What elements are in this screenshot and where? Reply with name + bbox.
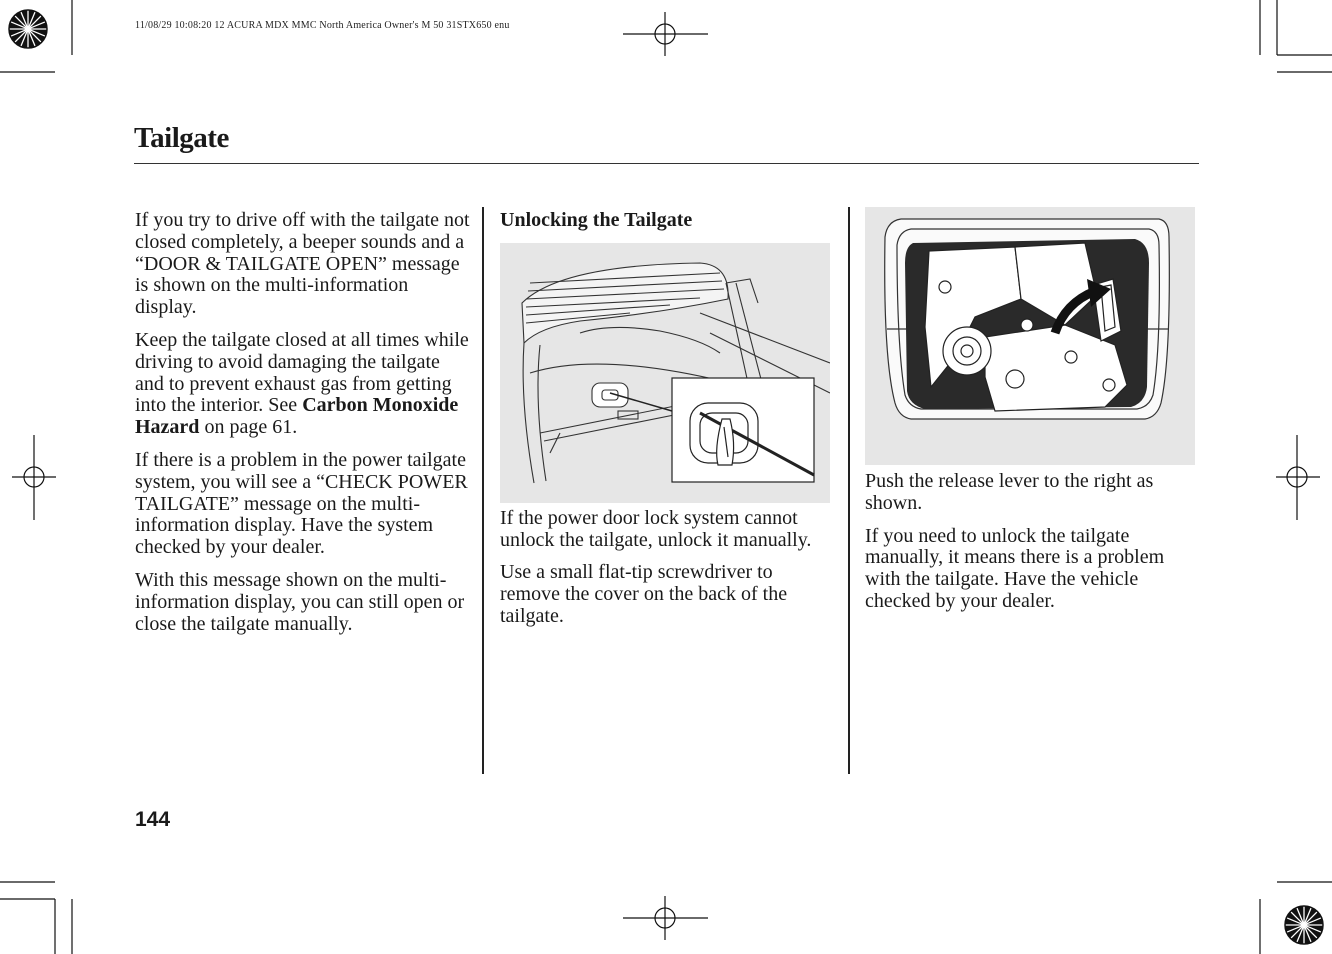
column-divider-2 xyxy=(848,207,850,774)
column-3 xyxy=(865,471,1200,624)
paragraph-remove-cover: Use a small flat-tip screwdriver to remove the cover on the back of the tailgate. xyxy=(500,561,788,627)
title-rule xyxy=(134,163,1199,164)
tailgate-interior-drawing xyxy=(500,243,830,503)
paragraph-keep-closed-text: Keep the tailgate closed at all times while driving to avoid damaging the tailgate and to prevent exhaust gas from getting into the interior. See xyxy=(135,328,469,417)
tailgate-cover-illustration xyxy=(500,243,830,503)
print-slug: 11/08/29 10:08:20 12 ACURA MDX MMC North America Owner's M 50 31STX650 enu xyxy=(135,20,510,31)
paragraph-keep-closed xyxy=(135,330,470,439)
paragraph-beeper-warning: If you try to drive off with the tailgate not closed completely, a beeper sounds and a “DOOR & TAILGATE OPEN” message is shown on the multi-information display. xyxy=(135,209,470,319)
paragraph-manual-operation: With this message shown on the multi-information display, you can still open or close the tailgate manually. xyxy=(135,568,465,635)
release-lever-drawing xyxy=(865,207,1195,465)
page-title: Tailgate xyxy=(134,122,229,154)
paragraph-push-lever: Push the release lever to the right as shown. xyxy=(865,470,1154,514)
page-reference: on page 61. xyxy=(204,416,298,439)
carbon-monoxide-link[interactable]: Carbon Monoxide Hazard xyxy=(135,394,459,439)
page-number: 144 xyxy=(135,808,171,831)
release-lever-illustration xyxy=(865,207,1195,465)
section-heading-unlocking: Unlocking the Tailgate xyxy=(500,209,693,231)
paragraph-power-tailgate-problem: If there is a problem in the power tailgate system, you will see a “CHECK POWER TAILGATE” message on the multi-information display. Have the system checked by your dealer. xyxy=(135,448,468,559)
paragraph-unlock-manually: If the power door lock system cannot unlock the tailgate, unlock it manually. xyxy=(500,506,812,551)
column-divider-1 xyxy=(482,207,484,774)
paragraph-dealer-check: If you need to unlock the tailgate manually, it means there is a problem with the tailgate. Have the vehicle checked by your dealer. xyxy=(865,524,1165,612)
column-1 xyxy=(135,210,470,646)
column-2 xyxy=(500,210,835,639)
